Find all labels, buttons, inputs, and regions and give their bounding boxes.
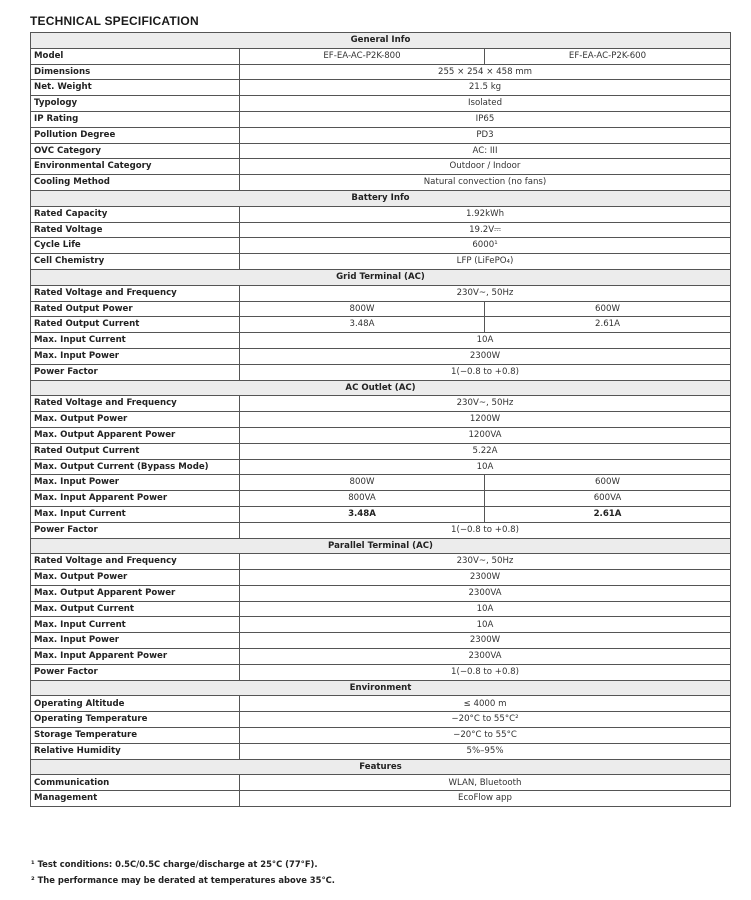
spec-value: 800W: [240, 475, 485, 491]
spec-value: 2300VA: [240, 649, 731, 665]
spec-table-body: [31, 33, 731, 807]
spec-label: Cooling Method: [31, 175, 240, 191]
section-heading: Parallel Terminal (AC): [31, 538, 731, 554]
spec-label: Max. Output Current: [31, 601, 240, 617]
spec-value: 10A: [240, 333, 731, 349]
table-row: [31, 427, 731, 443]
spec-label: Power Factor: [31, 364, 240, 380]
spec-label: Relative Humidity: [31, 743, 240, 759]
spec-value: 2.61A: [485, 506, 731, 522]
spec-label: Rated Voltage and Frequency: [31, 285, 240, 301]
table-row: [31, 80, 731, 96]
section-header-row: [31, 190, 731, 206]
spec-value: −20°C to 55°C²: [240, 712, 731, 728]
table-row: [31, 96, 731, 112]
table-row: [31, 712, 731, 728]
spec-value: 230V~, 50Hz: [240, 285, 731, 301]
section-heading: AC Outlet (AC): [31, 380, 731, 396]
table-row: [31, 649, 731, 665]
spec-value: 230V~, 50Hz: [240, 554, 731, 570]
spec-value: PD3: [240, 127, 731, 143]
section-header-row: [31, 269, 731, 285]
table-row: [31, 506, 731, 522]
footnote-2: ² The performance may be derated at temperatures above 35°C.: [31, 874, 335, 885]
spec-value: 600VA: [485, 491, 731, 507]
spec-label: Max. Input Apparent Power: [31, 649, 240, 665]
spec-value: 2300W: [240, 348, 731, 364]
spec-label: Rated Voltage and Frequency: [31, 554, 240, 570]
table-row: [31, 285, 731, 301]
spec-label: Max. Input Current: [31, 617, 240, 633]
spec-value: EF-EA-AC-P2K-800: [240, 48, 485, 64]
spec-value: 21.5 kg: [240, 80, 731, 96]
spec-label: Pollution Degree: [31, 127, 240, 143]
table-row: [31, 301, 731, 317]
spec-value: 1200W: [240, 412, 731, 428]
spec-label: Max. Input Power: [31, 475, 240, 491]
table-row: [31, 696, 731, 712]
spec-value: 600W: [485, 475, 731, 491]
spec-label: Max. Output Power: [31, 412, 240, 428]
spec-label: Max. Output Apparent Power: [31, 585, 240, 601]
section-heading: Grid Terminal (AC): [31, 269, 731, 285]
section-heading: General Info: [31, 33, 731, 49]
spec-value: 3.48A: [240, 506, 485, 522]
section-header-row: [31, 33, 731, 49]
table-row: [31, 348, 731, 364]
spec-label: Rated Voltage and Frequency: [31, 396, 240, 412]
spec-value: 255 × 254 × 458 mm: [240, 64, 731, 80]
spec-value: 2.61A: [485, 317, 731, 333]
spec-value: 230V~, 50Hz: [240, 396, 731, 412]
table-row: [31, 111, 731, 127]
spec-value: 800W: [240, 301, 485, 317]
spec-label: Max. Output Power: [31, 570, 240, 586]
table-row: [31, 664, 731, 680]
table-row: [31, 412, 731, 428]
section-heading: Environment: [31, 680, 731, 696]
table-row: [31, 206, 731, 222]
page-title: TECHNICAL SPECIFICATION: [30, 14, 199, 28]
table-row: [31, 475, 731, 491]
spec-value: 5.22A: [240, 443, 731, 459]
spec-label: Max. Input Current: [31, 506, 240, 522]
spec-value: 10A: [240, 617, 731, 633]
spec-value: 800VA: [240, 491, 485, 507]
spec-label: Management: [31, 791, 240, 807]
table-row: [31, 522, 731, 538]
spec-value: LFP (LiFePO₄): [240, 254, 731, 270]
table-row: [31, 222, 731, 238]
spec-label: Operating Temperature: [31, 712, 240, 728]
spec-label: Max. Input Current: [31, 333, 240, 349]
table-row: [31, 633, 731, 649]
spec-label: Rated Output Current: [31, 317, 240, 333]
footnotes: [31, 857, 335, 888]
spec-value: Isolated: [240, 96, 731, 112]
table-row: [31, 728, 731, 744]
spec-value: 10A: [240, 601, 731, 617]
table-row: [31, 364, 731, 380]
table-row: [31, 127, 731, 143]
spec-value: EF-EA-AC-P2K-600: [485, 48, 731, 64]
spec-label: Operating Altitude: [31, 696, 240, 712]
spec-label: Model: [31, 48, 240, 64]
spec-label: Max. Output Apparent Power: [31, 427, 240, 443]
spec-value: 1(−0.8 to +0.8): [240, 522, 731, 538]
spec-label: Net. Weight: [31, 80, 240, 96]
section-header-row: [31, 538, 731, 554]
spec-label: Cell Chemistry: [31, 254, 240, 270]
spec-label: IP Rating: [31, 111, 240, 127]
spec-value: WLAN, Bluetooth: [240, 775, 731, 791]
section-heading: Battery Info: [31, 190, 731, 206]
table-row: [31, 175, 731, 191]
spec-value: 10A: [240, 459, 731, 475]
spec-label: OVC Category: [31, 143, 240, 159]
table-row: [31, 570, 731, 586]
table-row: [31, 617, 731, 633]
section-header-row: [31, 380, 731, 396]
spec-label: Max. Input Power: [31, 633, 240, 649]
spec-value: 2300VA: [240, 585, 731, 601]
spec-value: 6000¹: [240, 238, 731, 254]
spec-value: 1(−0.8 to +0.8): [240, 664, 731, 680]
spec-label: Storage Temperature: [31, 728, 240, 744]
section-header-row: [31, 759, 731, 775]
spec-value: 2300W: [240, 633, 731, 649]
spec-value: 3.48A: [240, 317, 485, 333]
spec-label: Rated Output Power: [31, 301, 240, 317]
section-heading: Features: [31, 759, 731, 775]
spec-label: Environmental Category: [31, 159, 240, 175]
spec-value: 5%–95%: [240, 743, 731, 759]
spec-label: Max. Output Current (Bypass Mode): [31, 459, 240, 475]
table-row: [31, 491, 731, 507]
table-row: [31, 554, 731, 570]
spec-value: 1.92kWh: [240, 206, 731, 222]
spec-value: 1200VA: [240, 427, 731, 443]
spec-value: ≤ 4000 m: [240, 696, 731, 712]
spec-value: 1(−0.8 to +0.8): [240, 364, 731, 380]
table-row: [31, 775, 731, 791]
spec-value: 19.2V⎓: [240, 222, 731, 238]
table-row: [31, 159, 731, 175]
table-row: [31, 143, 731, 159]
spec-label: Power Factor: [31, 664, 240, 680]
spec-label: Rated Capacity: [31, 206, 240, 222]
table-row: [31, 791, 731, 807]
spec-label: Max. Input Apparent Power: [31, 491, 240, 507]
spec-value: IP65: [240, 111, 731, 127]
table-row: [31, 317, 731, 333]
spec-label: Rated Output Current: [31, 443, 240, 459]
table-row: [31, 396, 731, 412]
spec-label: Communication: [31, 775, 240, 791]
footnote-1: ¹ Test conditions: 0.5C/0.5C charge/discharge at 25°C (77°F).: [31, 859, 318, 869]
spec-label: Rated Voltage: [31, 222, 240, 238]
table-row: [31, 238, 731, 254]
spec-value: Outdoor / Indoor: [240, 159, 731, 175]
spec-value: 600W: [485, 301, 731, 317]
spec-table: [30, 32, 731, 807]
spec-value: AC: III: [240, 143, 731, 159]
section-header-row: [31, 680, 731, 696]
spec-label: Power Factor: [31, 522, 240, 538]
spec-label: Dimensions: [31, 64, 240, 80]
spec-label: Typology: [31, 96, 240, 112]
table-row: [31, 443, 731, 459]
spec-value: Natural convection (no fans): [240, 175, 731, 191]
table-row: [31, 48, 731, 64]
table-row: [31, 585, 731, 601]
spec-label: Cycle Life: [31, 238, 240, 254]
spec-label: Max. Input Power: [31, 348, 240, 364]
table-row: [31, 333, 731, 349]
spec-value: −20°C to 55°C: [240, 728, 731, 744]
table-row: [31, 64, 731, 80]
table-row: [31, 601, 731, 617]
table-row: [31, 459, 731, 475]
table-row: [31, 743, 731, 759]
table-row: [31, 254, 731, 270]
spec-value: EcoFlow app: [240, 791, 731, 807]
spec-value: 2300W: [240, 570, 731, 586]
